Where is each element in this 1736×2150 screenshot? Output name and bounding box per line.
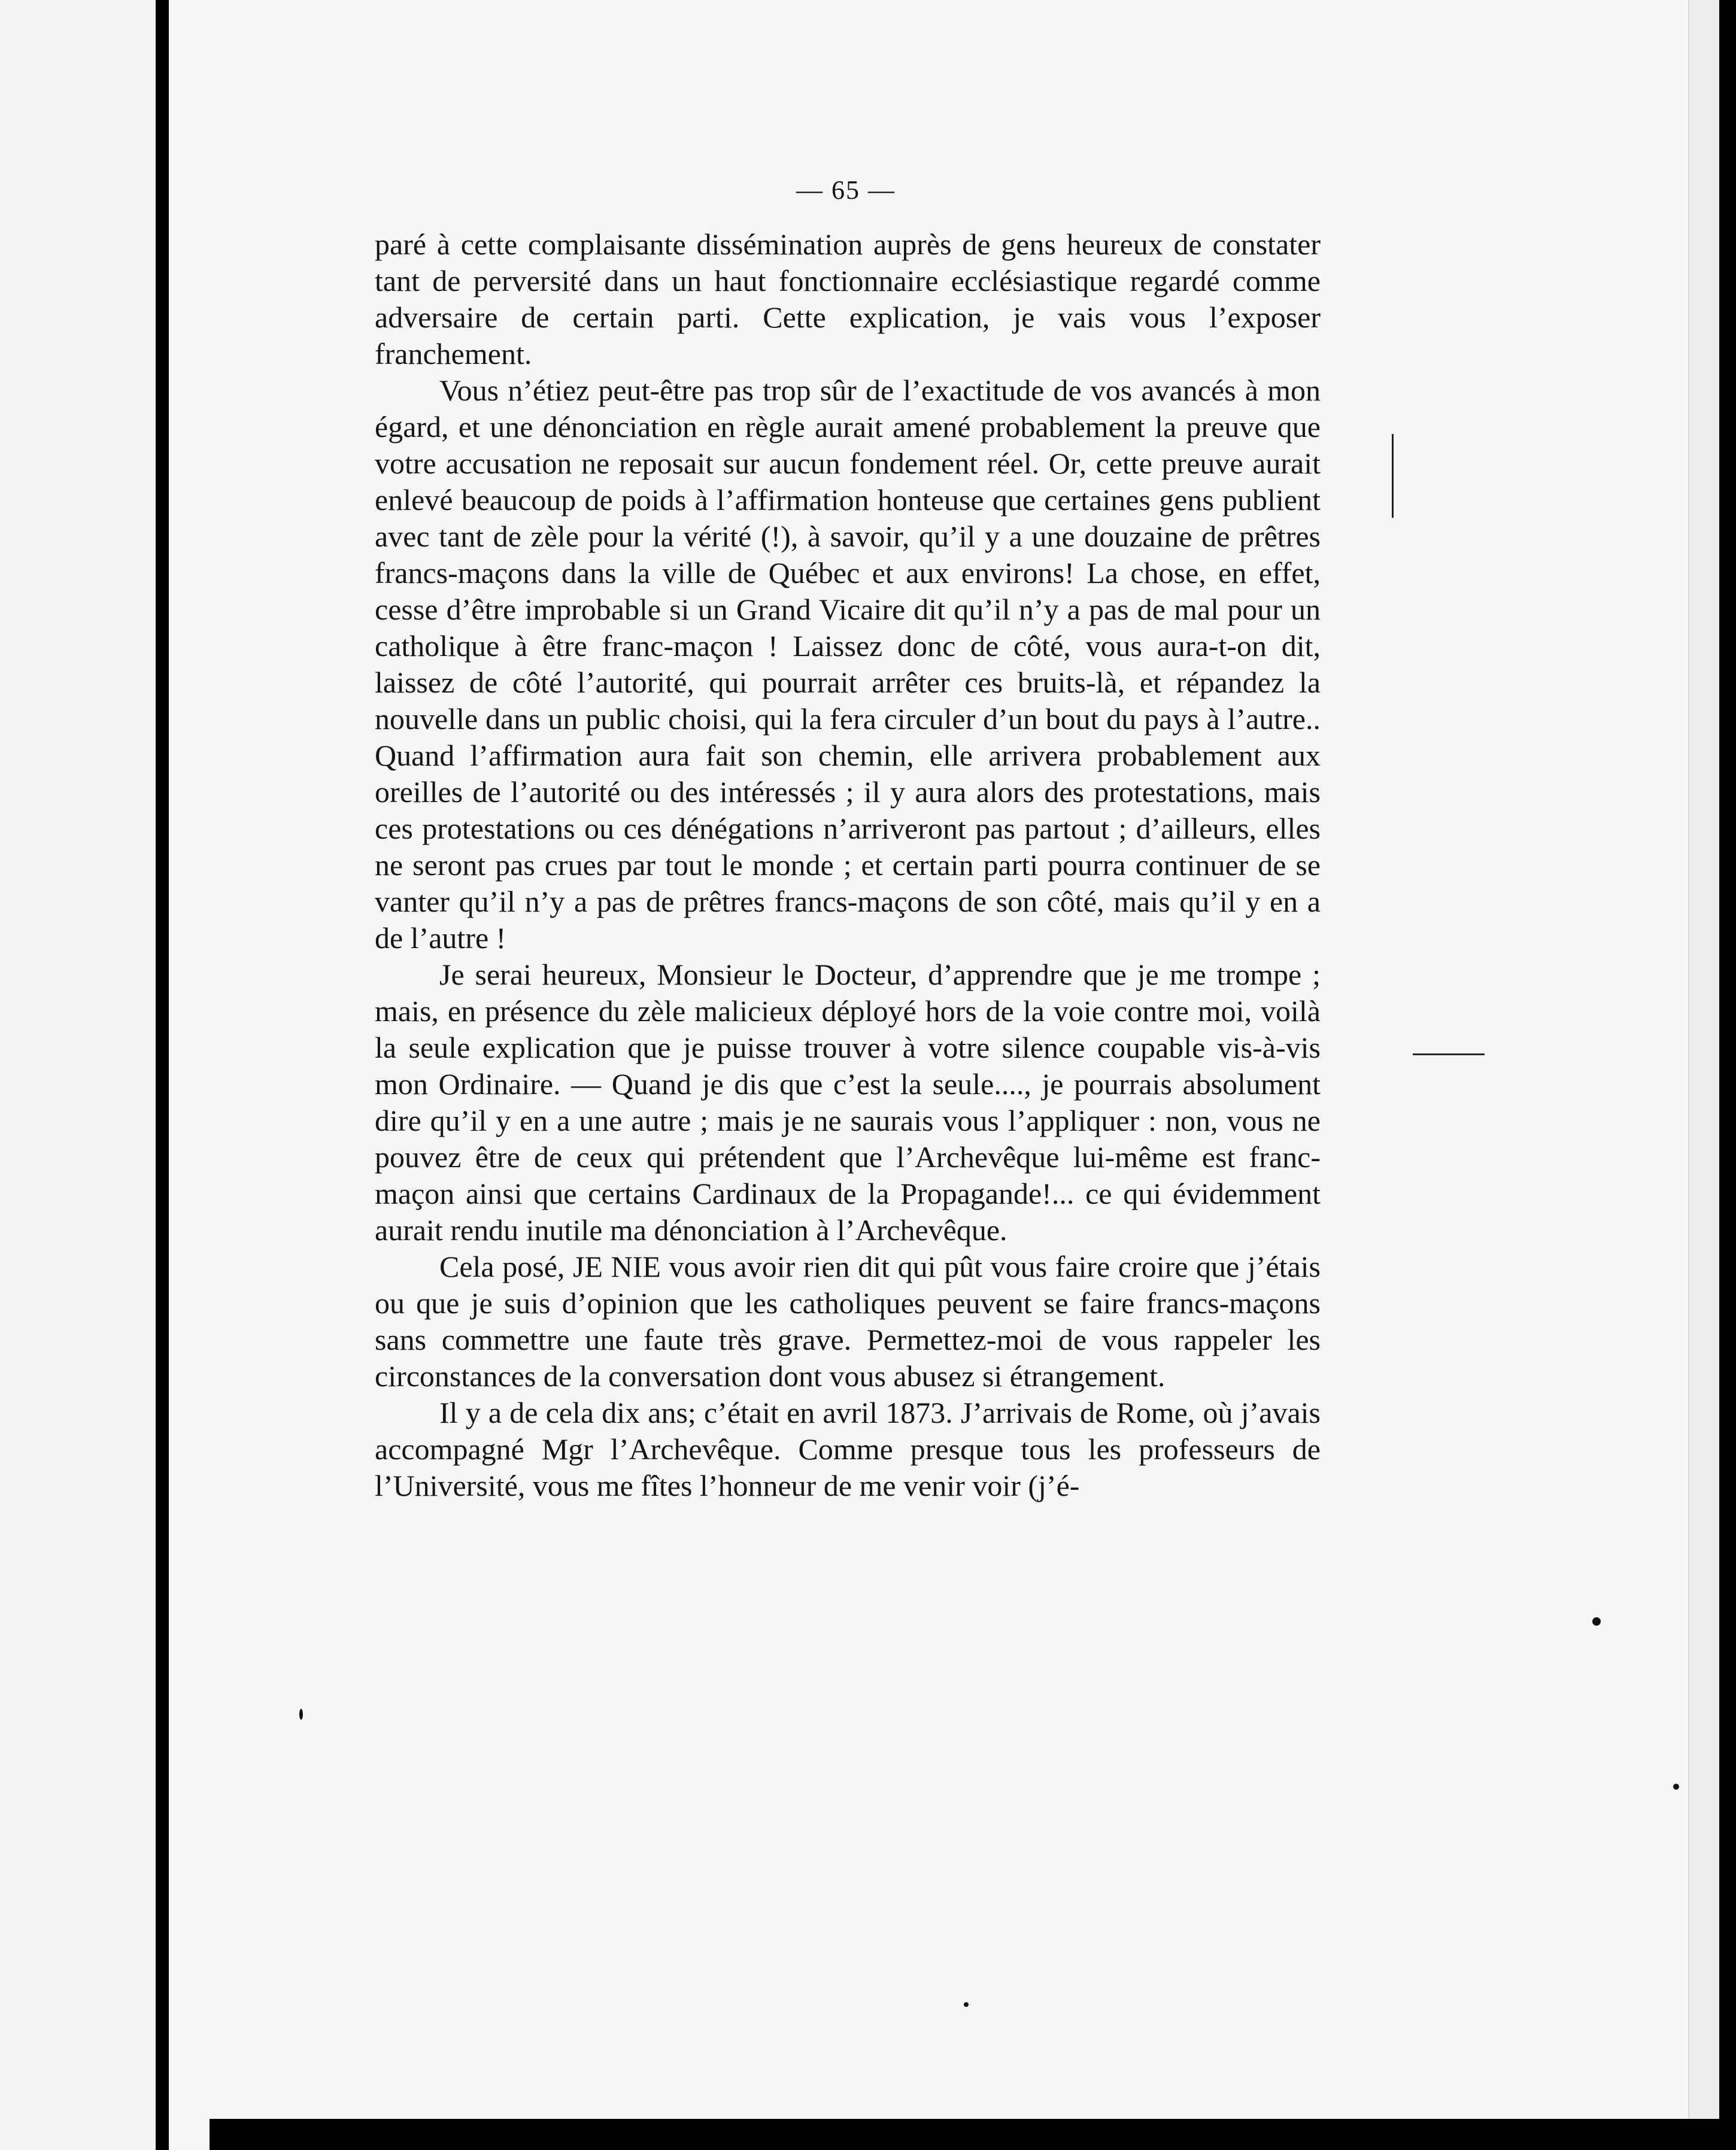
page-number: — 65 — <box>796 175 896 205</box>
scan-speck <box>964 2002 969 2007</box>
paragraph: Vous n’étiez peut-être pas trop sûr de l’exactitude de vos avancés à mon égard, et une dénonciation en règle aurait amené probablement la preuve que votre accusation ne reposait sur aucun fondement réel. Or, cette preuve aurait enlevé beaucoup de poids à l’affirmation honteuse que certaines gens publient avec tant de zèle pour la vérité (!), à savoir, qu’il y a une douzaine de prêtres francs-maçons dans la ville de Québec et aux environs! La chose, en effet, cesse d’être improbable si un Grand Vicaire dit qu’il n’y a pas de mal pour un catholique à être franc-maçon ! Laissez donc de côté, vous aura-t-on dit, laissez de côté l’autorité, qui pourrait arrêter ces bruits-là, et répandez la nouvelle dans un public choisi, qui la fera circuler d’un bout du pays à l’autre.. Quand l’affirmation aura fait son chemin, elle arrivera probablement aux oreilles de l’autorité ou des intéressés ; il y aura alors des protestations, mais ces protestations ou ces dénégations n’arriveront pas partout ; d’ailleurs, elles ne seront pas crues par tout le monde ; et certain parti pourra continuer de se vanter qu’il n’y a pas de prêtres francs-maçons de son côté, mais qu’il y en a de l’autre ! <box>375 373 1321 955</box>
paragraph: Cela posé, JE NIE vous avoir rien dit qui pût vous faire croire que j’étais ou que je suis d’opinion que les catholiques peuvent se faire francs-maçons sans commettre une faute très grave. Permettez-moi de vous rappeler les circonstances de la conversation dont vous abusez si étrangement. <box>375 1250 1321 1393</box>
scan-mark <box>1392 434 1394 518</box>
left-page-edge <box>0 0 156 2150</box>
paragraph: paré à cette complaisante dissémination auprès de gens heureux de constater tant de perversité dans un haut fonctionnaire ecclésiastique regardé comme adversaire de certain parti. Cette explication, je vais vous l’exposer franchement. <box>375 227 1321 371</box>
page-margin-fold <box>1688 0 1719 2150</box>
paragraph: Il y a de cela dix ans; c’était en avril 1873. J’arrivais de Rome, où j’avais accompagné Mgr l’Archevêque. Comme presque tous les professeurs de l’Université, vous me fîtes l’honneur de me venir voir (j’é- <box>375 1396 1321 1502</box>
scan-speck <box>299 1709 303 1720</box>
body-text <box>375 226 1321 1504</box>
scan-speck <box>1592 1617 1601 1626</box>
scan-mark <box>1413 1053 1485 1055</box>
scan-bottom-border <box>210 2119 1730 2150</box>
paragraph: Je serai heureux, Monsieur le Docteur, d’apprendre que je me trompe ; mais, en présence du zèle malicieux déployé hors de la voie contre moi, voilà la seule explication que je puisse trouver à votre silence coupable vis-à-vis mon Ordinaire. — Quand je dis que c’est la seule...., je pourrais absolument dire qu’il y en a une autre ; mais je ne saurais vous l’appliquer : non, vous ne pouvez être de ceux qui prétendent que l’Archevêque lui-même est franc-maçon ainsi que certains Cardinaux de la Propagande!... ce qui évidemment aurait rendu inutile ma dénonciation à l’Archevêque. <box>375 958 1321 1247</box>
scan-speck <box>1673 1784 1679 1790</box>
